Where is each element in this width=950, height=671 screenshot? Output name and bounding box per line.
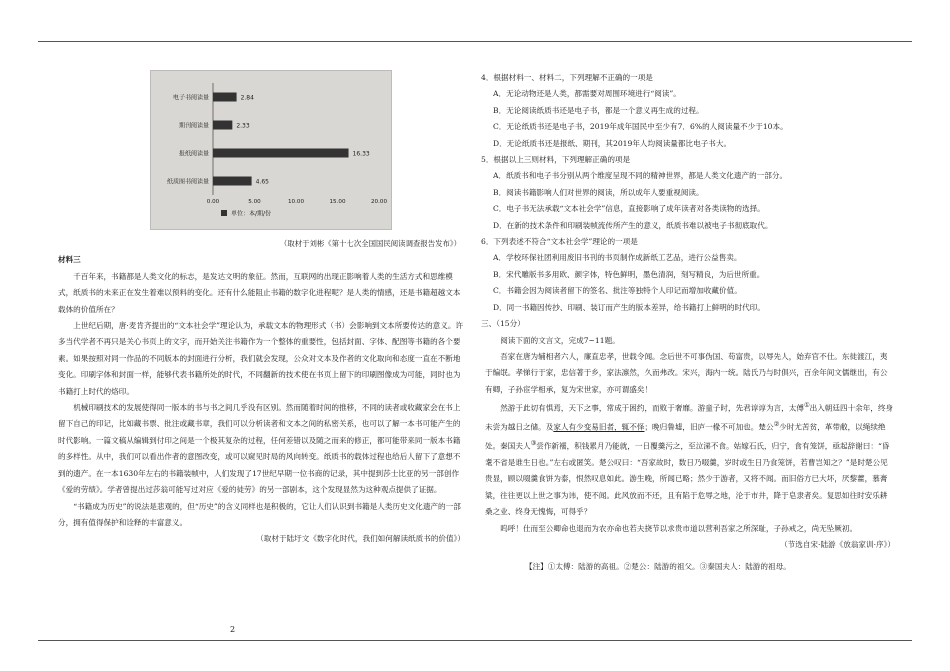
bar: [213, 121, 232, 130]
material3-paragraph: 上世纪后期，唐·麦肯齐提出的“文本社会学”理论认为，承载文本的物理形式（书）会影响到文本所要传达的意义。许多当代学者不再只是关心书页上的文字，而开始关注书籍作为一个整体的重要性，包括封面、字体、配图等书籍的各个要素。如果按照对同一作品的不同版本的封面进行分析，我们就会发现，公众对文本及作者的文化取向和态度一直在不断地变化。印刷字体和封面一样，能够代表书籍所处的时代，不同翻新的技术使在书页上留下的印刷图像成为可能，同时也为书籍打上时代的烙印。: [58, 321, 464, 396]
classical-paragraph-2: [485, 398, 895, 520]
header-rule: [38, 41, 912, 42]
material3-paragraph: “书籍成为历史”的说法是悲观的，但“历史”的含义同样也是积极的，它让人们认识到书籍是人类历史文化遗产的一部分，拥有值得保护和诠释的丰富意义。: [58, 501, 461, 527]
bar-chart: [150, 70, 392, 230]
category-label: 期刊阅读量: [178, 122, 209, 130]
question-5-option-a: A．纸质书和电子书分别从两个维度呈现不同的精神世界，都是人类文化遗产的一部分。: [493, 171, 788, 181]
category-label: 电子书阅读量: [172, 94, 209, 102]
footnote-marker: ②: [773, 421, 780, 429]
bar: [213, 149, 349, 158]
classical-text: 然游于此切有惧焉，天下之事，常成于困约，而败于奢靡。游童子时，先君谆谆为言，太傅: [500, 403, 804, 413]
section-3-instruction: 阅读下面的文言文，完成7~11题。: [500, 335, 620, 345]
x-tick-label: 10.00: [287, 199, 305, 205]
question-4-option-b: B．无论阅读纸质书还是电子书，都是一个意义再生成的过程。: [493, 105, 704, 115]
legend-swatch: [221, 210, 227, 216]
question-4-option-a: A．无论动物还是人类，都需要对周围环境进行“阅读”。: [493, 89, 681, 99]
left-column: [58, 70, 465, 548]
classical-text: 尝作新襦，积钱累月乃能就，一日覆羹污之，至泣涕不食。姑嫁石氏，归宁，食有笼饼，亟起辞谢曰：“昏耄不省是谁生日也。”左右或匿笑。楚公叹曰：“吾家故时，数日乃啜羹，岁时或生日乃食笼饼，若曹岂知之？”是时楚公见贵显，顾以啜羹食饼为泰，恨然叹息如此。游生晚，所闻已略；然少于游者，又将不闻。而旧俗方已大坏，厌黎藿，慕膏粱，往往更以上世之事为讳，使不闻。此风放而不还，且有陷于危辱之地，沦于市井，降于皂隶者矣。复思如往时安乐耕桑之业、终身无愧悔，可得乎？: [485, 441, 890, 517]
question-5-option-b: B．阅读书籍影响人们对世界的阅读，所以成年人要重视阅读。: [493, 187, 704, 197]
underlined-sentence: 家人有少变易旧者，辄不怿: [553, 422, 645, 432]
question-6-option-c: C．书籍会因为阅读者留下的签名、批注等独特个人印记而增加收藏价值。: [493, 286, 742, 296]
bar: [213, 177, 252, 186]
x-tick-label: 20.00: [370, 199, 388, 205]
footnote-marker: ③: [530, 440, 537, 447]
material3-paragraph: 机械印刷技术的发展使得同一版本的书与书之间几乎没有区别。然而随着时间的推移，不同的读者或收藏家会在书上留下自己的印记，比如藏书票、批注或藏书章，我们可以分析读者和文本之间的私密关系，也可以了解一本书可能产生的时代影响。一篇文稿从编辑到付印之间是一个极其复杂的过程，任何差错以及随之而来的修正，都可能带来同一版本书籍的多样性。从中，我们可以看出作者的意图改变，或可以窥见时局的风向转变。纸质书的载体过程也给后人留下了意想不到的遗产。在一本1630年左右的书籍装帧中，人们发现了17世纪早期一位书商的记录，其中提到莎士比亚的另一部创作《爱的劳绩》。学者曾提出过莎翁可能写过对应《爱的徒劳》的另一部剧本，这个发现显然为这种观点提供了证据。: [58, 403, 461, 495]
question-5-option-d: D．在新的技术条件和印刷装帧流传所产生的意义，纸质书难以被电子书彻底取代。: [493, 220, 773, 230]
footnote-marker: ①: [803, 402, 810, 410]
data-label: 2.84: [240, 94, 254, 102]
section-3-heading: 三、（15分）: [481, 319, 525, 329]
bar: [213, 93, 237, 102]
question-6-option-a: A．学校环保社团利用废旧书刊的书页制作成新纸工艺品，进行公益售卖。: [493, 253, 742, 263]
question-4-option-c: C．无论纸质书还是电子书，2019年成年国民中至少有7．6%的人阅读量不少于10本。: [493, 122, 788, 132]
question-6-stem: 6．下列表述不符合“文本社会学”理论的一项是: [481, 237, 638, 247]
chart-svg: [151, 71, 391, 229]
question-5-option-c: C．电子书无法承载“文本社会学”信息，直接影响了成年读者对各类读物的选择。: [493, 204, 765, 214]
question-6-option-b: B．宋代雕版书多用欧、颜字体，特色鲜明，墨色清润，刻写精良，为后世所重。: [493, 269, 765, 279]
data-label: 16.33: [352, 150, 370, 158]
footer-rule: [38, 640, 912, 641]
question-4-option-d: D．无论纸质书还是报纸、期刊，其2019年人均阅读量都比电子书大。: [493, 138, 732, 148]
classical-text: ；晚归鲁墟，旧庐一椽不可加也。楚公: [644, 422, 774, 432]
chart-caption: （取材于刘彬《第十七次全国国民阅读调查报告发布》）: [279, 239, 461, 248]
material3-heading: 材料三: [58, 255, 81, 265]
x-tick-label: 0.00: [206, 199, 220, 205]
classical-paragraph-1: 吾家在唐为辅相者六人，廉直忠孝，世载令闻。念后世不可事伪国、苟富贵，以辱先人，始弃官不仕。东徙渡江，夷于编氓。孝悌行于家，忠信著于乡，家法凛然，久而弗改。宋兴，海内一统。陆氏乃与时俱兴，百余年间文儒继出，有公有卿，子孙宦学相承，复为宋世家，亦可谓盛矣！: [485, 351, 888, 394]
classical-text: 少时尤苦贫，革带敝，以绳续绝处。秦国夫人: [485, 422, 886, 451]
material3-source: （取材于陆圩文《数字化时代，我们如何解读纸质书的价值》）: [256, 534, 465, 544]
right-column: [481, 70, 895, 576]
data-label: 2.33: [236, 122, 250, 130]
x-tick-label: 15.00: [329, 199, 346, 205]
classical-paragraph-3: 呜呼！仕而至公卿命也退而为农亦命也若夫挠节以求贵市道以营利吾家之所深耻，子孙戒之，尚无坠厥初。: [500, 523, 858, 533]
category-label: 纸质图书阅读量: [166, 178, 209, 186]
data-label: 4.65: [255, 178, 269, 186]
classical-text: 出入朝廷四十余年，终身未尝为越日之储。及: [485, 403, 894, 432]
legend-label: 单位：本/期/份: [231, 210, 272, 218]
question-4-stem: 4．根据材料一、材料二，下列理解不正确的一项是: [481, 73, 653, 82]
question-5-stem: 5．根据以上三则材料，下列理解正确的项是: [481, 155, 631, 165]
footnote: 【注】①太傅：陆游的高祖。②楚公：陆游的祖父。③秦国夫人：陆游的祖母。: [525, 562, 791, 572]
question-6-option-d: D．同一书籍因传抄、印刷、装订而产生的版本差异，给书籍打上鲜明的时代印。: [493, 302, 765, 312]
material3-paragraph: 千百年来，书籍都是人类文化的标志，是发达文明的象征。然而，互联网的出现正影响着人类的生活方式和思维模式，纸质书的未来正在发生着难以预料的变化。还有什么能阻止书籍的数字化进程呢？是人类的情感，还是书籍超越文本载体的价值所在？: [58, 271, 461, 314]
classical-source: （节选自宋·陆游《放翁家训·序》）: [780, 539, 895, 549]
page-number: 2: [230, 625, 236, 634]
x-tick-label: 5.00: [248, 199, 261, 205]
category-label: 报纸阅读量: [178, 150, 209, 158]
